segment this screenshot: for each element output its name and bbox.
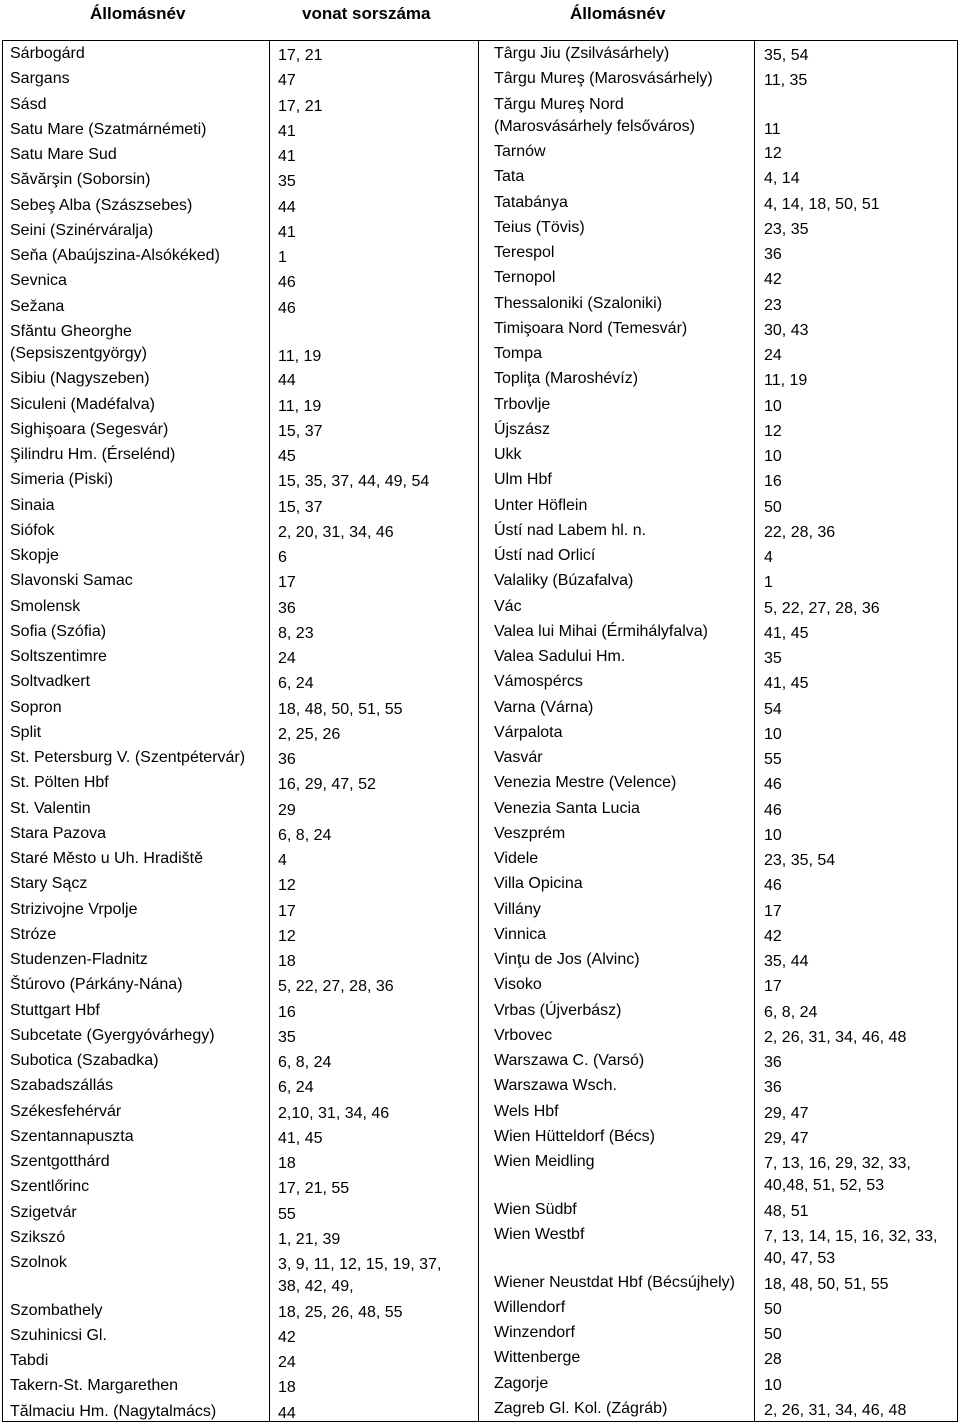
- train-numbers: 11, 35: [764, 72, 808, 90]
- station-name: Tompa: [494, 345, 543, 363]
- station-name: Vác: [494, 597, 522, 615]
- train-numbers: 22, 28, 36: [764, 523, 836, 541]
- station-name: Seňa (Abaújszina-Alsókéked): [10, 247, 220, 264]
- train-numbers: 41: [278, 148, 296, 165]
- train-numbers: 15, 35, 37, 44, 49, 54: [278, 473, 430, 491]
- station-name: Tarnów: [494, 143, 546, 161]
- train-numbers: 18, 48, 50, 51, 55: [278, 700, 403, 718]
- train-numbers: 17: [764, 978, 782, 996]
- station-name: Ukk: [494, 446, 522, 464]
- train-numbers: 45: [278, 448, 296, 466]
- train-numbers: 16: [278, 1003, 296, 1021]
- train-numbers: 11: [764, 120, 781, 138]
- station-name: Slavonski Samac: [10, 572, 133, 590]
- header-station-right: Állomásnév: [570, 4, 666, 23]
- station-name: Siófok: [10, 521, 55, 539]
- train-numbers: 2, 26, 31, 34, 46, 48: [764, 1401, 907, 1419]
- station-name: Thessaloniki (Szaloniki): [494, 294, 663, 312]
- station-name: Satu Mare (Szatmárnémeti): [10, 120, 207, 138]
- train-numbers: 54: [764, 700, 782, 718]
- train-numbers: 29, 47: [764, 1129, 809, 1147]
- train-numbers: 17: [764, 902, 782, 920]
- train-numbers: 18, 48, 50, 51, 55: [764, 1275, 889, 1293]
- train-numbers: 1: [278, 249, 287, 266]
- station-name: Sopron: [10, 698, 62, 716]
- train-numbers: 17, 21, 55: [278, 1180, 350, 1198]
- train-numbers: 30, 43: [764, 321, 809, 339]
- station-name: Szombathely: [10, 1301, 103, 1319]
- train-numbers: 36: [764, 1079, 782, 1097]
- train-numbers: 17: [278, 574, 296, 592]
- timetable-grid: [2, 40, 958, 1422]
- station-name: Winzendorf: [494, 1324, 575, 1342]
- station-name: Újszász: [494, 420, 551, 438]
- train-numbers: 28: [764, 1351, 782, 1369]
- station-name: St. Petersburg V. (Szentpétervár): [10, 749, 246, 767]
- station-name: Ulm Hbf: [494, 471, 552, 489]
- station-name: St. Pölten Hbf: [10, 774, 109, 792]
- station-name: Wien Meidling: [494, 1153, 595, 1171]
- train-numbers: 11, 19: [764, 372, 808, 390]
- train-numbers: 35: [764, 650, 782, 668]
- train-numbers: 2, 25, 26: [278, 725, 341, 743]
- train-numbers-line2: 38, 42, 49,: [278, 1278, 354, 1296]
- column-divider: [269, 41, 270, 1421]
- train-numbers: 8, 23: [278, 624, 314, 642]
- station-name: Vinnica: [494, 925, 547, 943]
- train-numbers: 16, 29, 47, 52: [278, 776, 376, 794]
- station-name: Wiener Neustdat Hbf (Bécsújhely): [494, 1273, 735, 1291]
- station-name: Subcetate (Gyergyóvárhegy): [10, 1026, 215, 1044]
- train-numbers: 6, 8, 24: [278, 1054, 332, 1072]
- train-numbers: 10: [764, 1376, 782, 1394]
- train-numbers: 50: [764, 498, 782, 516]
- station-name: Wien Hütteldorf (Bécs): [494, 1127, 655, 1145]
- station-name: Takern-St. Margarethen: [10, 1377, 179, 1395]
- station-name: Ústí nad Labem hl. n.: [494, 521, 647, 539]
- train-numbers: 41, 45: [278, 1129, 323, 1147]
- train-numbers: 23, 35, 54: [764, 852, 836, 870]
- train-numbers: 11, 19: [278, 397, 322, 415]
- train-numbers: 16: [764, 473, 782, 491]
- station-name: Soltszentimre: [10, 648, 107, 666]
- train-numbers: 12: [764, 145, 782, 163]
- station-name: Split: [10, 723, 42, 741]
- station-name: Villány: [494, 900, 541, 918]
- train-numbers: 10: [764, 725, 782, 743]
- station-name: Szuhinicsi Gl.: [10, 1326, 107, 1344]
- station-name: Wels Hbf: [494, 1102, 559, 1120]
- train-numbers: 46: [278, 274, 296, 292]
- train-numbers: 42: [278, 1328, 296, 1346]
- station-name: Staré Město u Uh. Hradiště: [10, 850, 203, 868]
- train-numbers: 29, 47: [764, 1104, 809, 1122]
- station-name: Štúrovo (Párkány-Nána): [10, 976, 183, 994]
- station-name: Siculeni (Madéfalva): [10, 395, 155, 413]
- station-name: Simeria (Piski): [10, 471, 114, 489]
- train-numbers-line2: 40,48, 51, 52, 53: [764, 1177, 885, 1195]
- station-name: Várpalota: [494, 723, 563, 741]
- train-numbers: 24: [764, 347, 782, 365]
- train-numbers: 46: [764, 801, 782, 819]
- train-numbers: 6, 24: [278, 1079, 314, 1097]
- station-name: Villa Opicina: [494, 875, 583, 893]
- train-numbers: 11, 19: [278, 347, 322, 365]
- station-name: Veszprém: [494, 824, 566, 842]
- station-name: Timişoara Nord (Temesvár): [494, 319, 688, 337]
- train-numbers: 18: [278, 1379, 296, 1397]
- header-station-left: Állomásnév: [90, 4, 186, 23]
- train-numbers: 41: [278, 223, 296, 241]
- train-numbers: 4, 14: [764, 170, 800, 188]
- train-numbers: 44: [278, 372, 296, 390]
- train-numbers: 46: [764, 776, 782, 794]
- train-numbers: 3, 9, 11, 12, 15, 19, 37,: [278, 1256, 442, 1274]
- train-numbers: 1, 21, 39: [278, 1230, 341, 1248]
- train-numbers: 6: [278, 549, 287, 567]
- station-name: Szabadszállás: [10, 1077, 114, 1095]
- station-name: Szentgotthárd: [10, 1153, 110, 1171]
- train-numbers: 36: [278, 751, 296, 769]
- station-name: Willendorf: [494, 1298, 566, 1316]
- train-numbers: 24: [278, 650, 296, 668]
- train-numbers: 17, 21: [278, 97, 323, 115]
- station-name: Videle: [494, 850, 539, 868]
- station-name: Sežana: [10, 297, 65, 315]
- train-numbers: 44: [278, 1404, 296, 1422]
- station-name: Vámospércs: [494, 673, 583, 691]
- train-numbers: 10: [764, 397, 782, 415]
- train-numbers: 42: [764, 271, 782, 289]
- station-name: Szentannapuszta: [10, 1127, 134, 1145]
- station-name: Şilindru Hm. (Érselénd): [10, 446, 176, 464]
- station-name: Skopje: [10, 547, 59, 565]
- train-numbers: 24: [278, 1354, 296, 1372]
- station-name: Topliţa (Maroshévíz): [494, 370, 639, 388]
- train-numbers: 46: [764, 877, 782, 895]
- train-numbers: 5, 22, 27, 28, 36: [278, 978, 394, 996]
- station-name: Săvărşin (Soborsin): [10, 171, 151, 189]
- station-name: Szentlőrinc: [10, 1178, 90, 1196]
- train-numbers: 6, 8, 24: [278, 826, 332, 844]
- column-divider: [754, 41, 755, 1421]
- train-numbers: 29: [278, 801, 296, 819]
- station-name: Székesfehérvár: [10, 1102, 122, 1120]
- train-numbers: 35: [278, 173, 296, 191]
- train-numbers: 1: [764, 574, 773, 592]
- train-numbers: 36: [764, 246, 782, 264]
- header-train-number: vonat sorszáma: [302, 4, 431, 23]
- station-name: St. Valentin: [10, 799, 91, 817]
- station-name: Tata: [494, 168, 525, 186]
- train-numbers: 7, 13, 16, 29, 32, 33,: [764, 1155, 911, 1173]
- station-name: Valea Sadului Hm.: [494, 648, 626, 666]
- train-numbers: 48, 51: [764, 1202, 809, 1220]
- train-numbers: 18: [278, 953, 296, 971]
- train-numbers: 50: [764, 1326, 782, 1344]
- train-numbers: 2, 20, 31, 34, 46: [278, 523, 394, 541]
- station-name: Seini (Szinérváralja): [10, 221, 154, 239]
- station-name: Valaliky (Búzafalva): [494, 572, 634, 590]
- train-numbers: 18: [278, 1155, 296, 1173]
- train-numbers: 10: [764, 826, 782, 844]
- station-name: Tatabánya: [494, 193, 568, 211]
- station-name: Stara Pazova: [10, 824, 107, 842]
- station-name: Sofia (Szófia): [10, 622, 107, 640]
- train-numbers: 2, 26, 31, 34, 46, 48: [764, 1028, 907, 1046]
- train-numbers: 55: [278, 1205, 296, 1223]
- station-name: Târgu Jiu (Zsilvásárhely): [494, 45, 670, 62]
- station-name: Satu Mare Sud: [10, 146, 117, 163]
- train-numbers: 5, 22, 27, 28, 36: [764, 599, 880, 617]
- station-name: Strizivojne Vrpolje: [10, 900, 138, 918]
- train-numbers: 36: [278, 599, 296, 617]
- train-numbers: 15, 37: [278, 422, 323, 440]
- train-numbers: 4, 14, 18, 50, 51: [764, 195, 880, 213]
- train-numbers: 15, 37: [278, 498, 323, 516]
- station-name: Szigetvár: [10, 1203, 77, 1221]
- station-name: Terespol: [494, 244, 555, 262]
- station-name: Wien Südbf: [494, 1200, 577, 1218]
- station-name: Tălmaciu Hm. (Nagytalmács): [10, 1402, 217, 1420]
- train-numbers: 6, 24: [278, 675, 314, 693]
- station-name: Sargans: [10, 70, 70, 88]
- train-numbers: 42: [764, 927, 782, 945]
- station-name: Sibiu (Nagyszeben): [10, 370, 150, 388]
- train-numbers: 55: [764, 751, 782, 769]
- train-numbers: 35, 44: [764, 953, 809, 971]
- train-numbers: 12: [278, 927, 296, 945]
- station-name: Valea lui Mihai (Érmihályfalva): [494, 622, 708, 640]
- station-name: Venezia Santa Lucia: [494, 799, 640, 817]
- train-numbers: 18, 25, 26, 48, 55: [278, 1303, 403, 1321]
- station-name: Venezia Mestre (Velence): [494, 774, 677, 792]
- station-name: Stuttgart Hbf: [10, 1001, 100, 1019]
- station-name: Sevnica: [10, 272, 67, 290]
- station-name: Varna (Várna): [494, 698, 594, 716]
- train-numbers: 12: [764, 422, 782, 440]
- station-name: Soltvadkert: [10, 673, 91, 691]
- train-numbers: 35, 54: [764, 47, 809, 64]
- station-name: Visoko: [494, 976, 542, 994]
- station-name: Vrbovec: [494, 1026, 553, 1044]
- station-name: Ternopol: [494, 269, 556, 287]
- station-name: Tărgu Mureş Nord: [494, 95, 624, 113]
- station-name: Târgu Mureş (Marosvásárhely): [494, 70, 713, 88]
- train-numbers: 17, 21: [278, 47, 323, 64]
- station-name: Stary Sącz: [10, 875, 88, 893]
- station-name: Ústí nad Orlicí: [494, 547, 596, 565]
- train-numbers: 10: [764, 448, 782, 466]
- train-numbers: 35: [278, 1028, 296, 1046]
- train-numbers-line2: 40, 47, 53: [764, 1249, 836, 1267]
- train-numbers: 23: [764, 296, 782, 314]
- train-numbers: 46: [278, 299, 296, 317]
- train-numbers: 47: [278, 72, 296, 90]
- station-name: Sebeş Alba (Szászsebes): [10, 196, 193, 214]
- station-name: Warszawa Wsch.: [494, 1077, 617, 1095]
- train-numbers: 44: [278, 198, 296, 216]
- station-name: Trbovlje: [494, 395, 551, 413]
- station-name: Szikszó: [10, 1228, 66, 1246]
- station-name: Zagorje: [494, 1374, 549, 1392]
- train-numbers: 7, 13, 14, 15, 16, 32, 33,: [764, 1227, 938, 1245]
- station-name: Wittenberge: [494, 1349, 581, 1367]
- train-numbers: 2,10, 31, 34, 46: [278, 1104, 390, 1122]
- station-name: Wien Westbf: [494, 1225, 585, 1243]
- train-numbers: 23, 35: [764, 220, 809, 238]
- station-name: Subotica (Szabadka): [10, 1052, 159, 1070]
- station-name: Smolensk: [10, 597, 81, 615]
- train-numbers: 17: [278, 902, 296, 920]
- station-name: Sinaia: [10, 496, 55, 514]
- train-numbers: 4: [764, 549, 773, 567]
- station-name: Sighişoara (Segesvár): [10, 420, 169, 438]
- train-numbers: 36: [764, 1054, 782, 1072]
- station-name: Tabdi: [10, 1352, 49, 1370]
- station-name: Sásd: [10, 95, 47, 113]
- station-name-line2: (Marosvásárhely felsőváros): [494, 117, 695, 135]
- column-divider: [478, 41, 479, 1421]
- station-name-line2: (Sepsiszentgyörgy): [10, 344, 147, 362]
- station-name: Stróze: [10, 925, 57, 943]
- station-name: Sfăntu Gheorghe: [10, 322, 132, 340]
- train-numbers: 50: [764, 1300, 782, 1318]
- station-name: Sárbogárd: [10, 45, 85, 62]
- station-name: Warszawa C. (Varsó): [494, 1052, 645, 1070]
- station-name: Szolnok: [10, 1254, 67, 1272]
- station-name: Unter Höflein: [494, 496, 588, 514]
- train-numbers: 41: [278, 122, 296, 140]
- train-numbers: 12: [278, 877, 296, 895]
- station-name: Vinţu de Jos (Alvinc): [494, 951, 640, 969]
- station-name: Vasvár: [494, 749, 543, 767]
- station-name: Zagreb Gl. Kol. (Zágráb): [494, 1399, 668, 1417]
- train-numbers: 4: [278, 852, 287, 870]
- station-name: Vrbas (Újverbász): [494, 1001, 622, 1019]
- train-numbers: 41, 45: [764, 624, 809, 642]
- station-name: Studenzen-Fladnitz: [10, 951, 148, 969]
- train-numbers: 6, 8, 24: [764, 1003, 818, 1021]
- station-name: Teius (Tövis): [494, 218, 585, 236]
- train-numbers: 41, 45: [764, 675, 809, 693]
